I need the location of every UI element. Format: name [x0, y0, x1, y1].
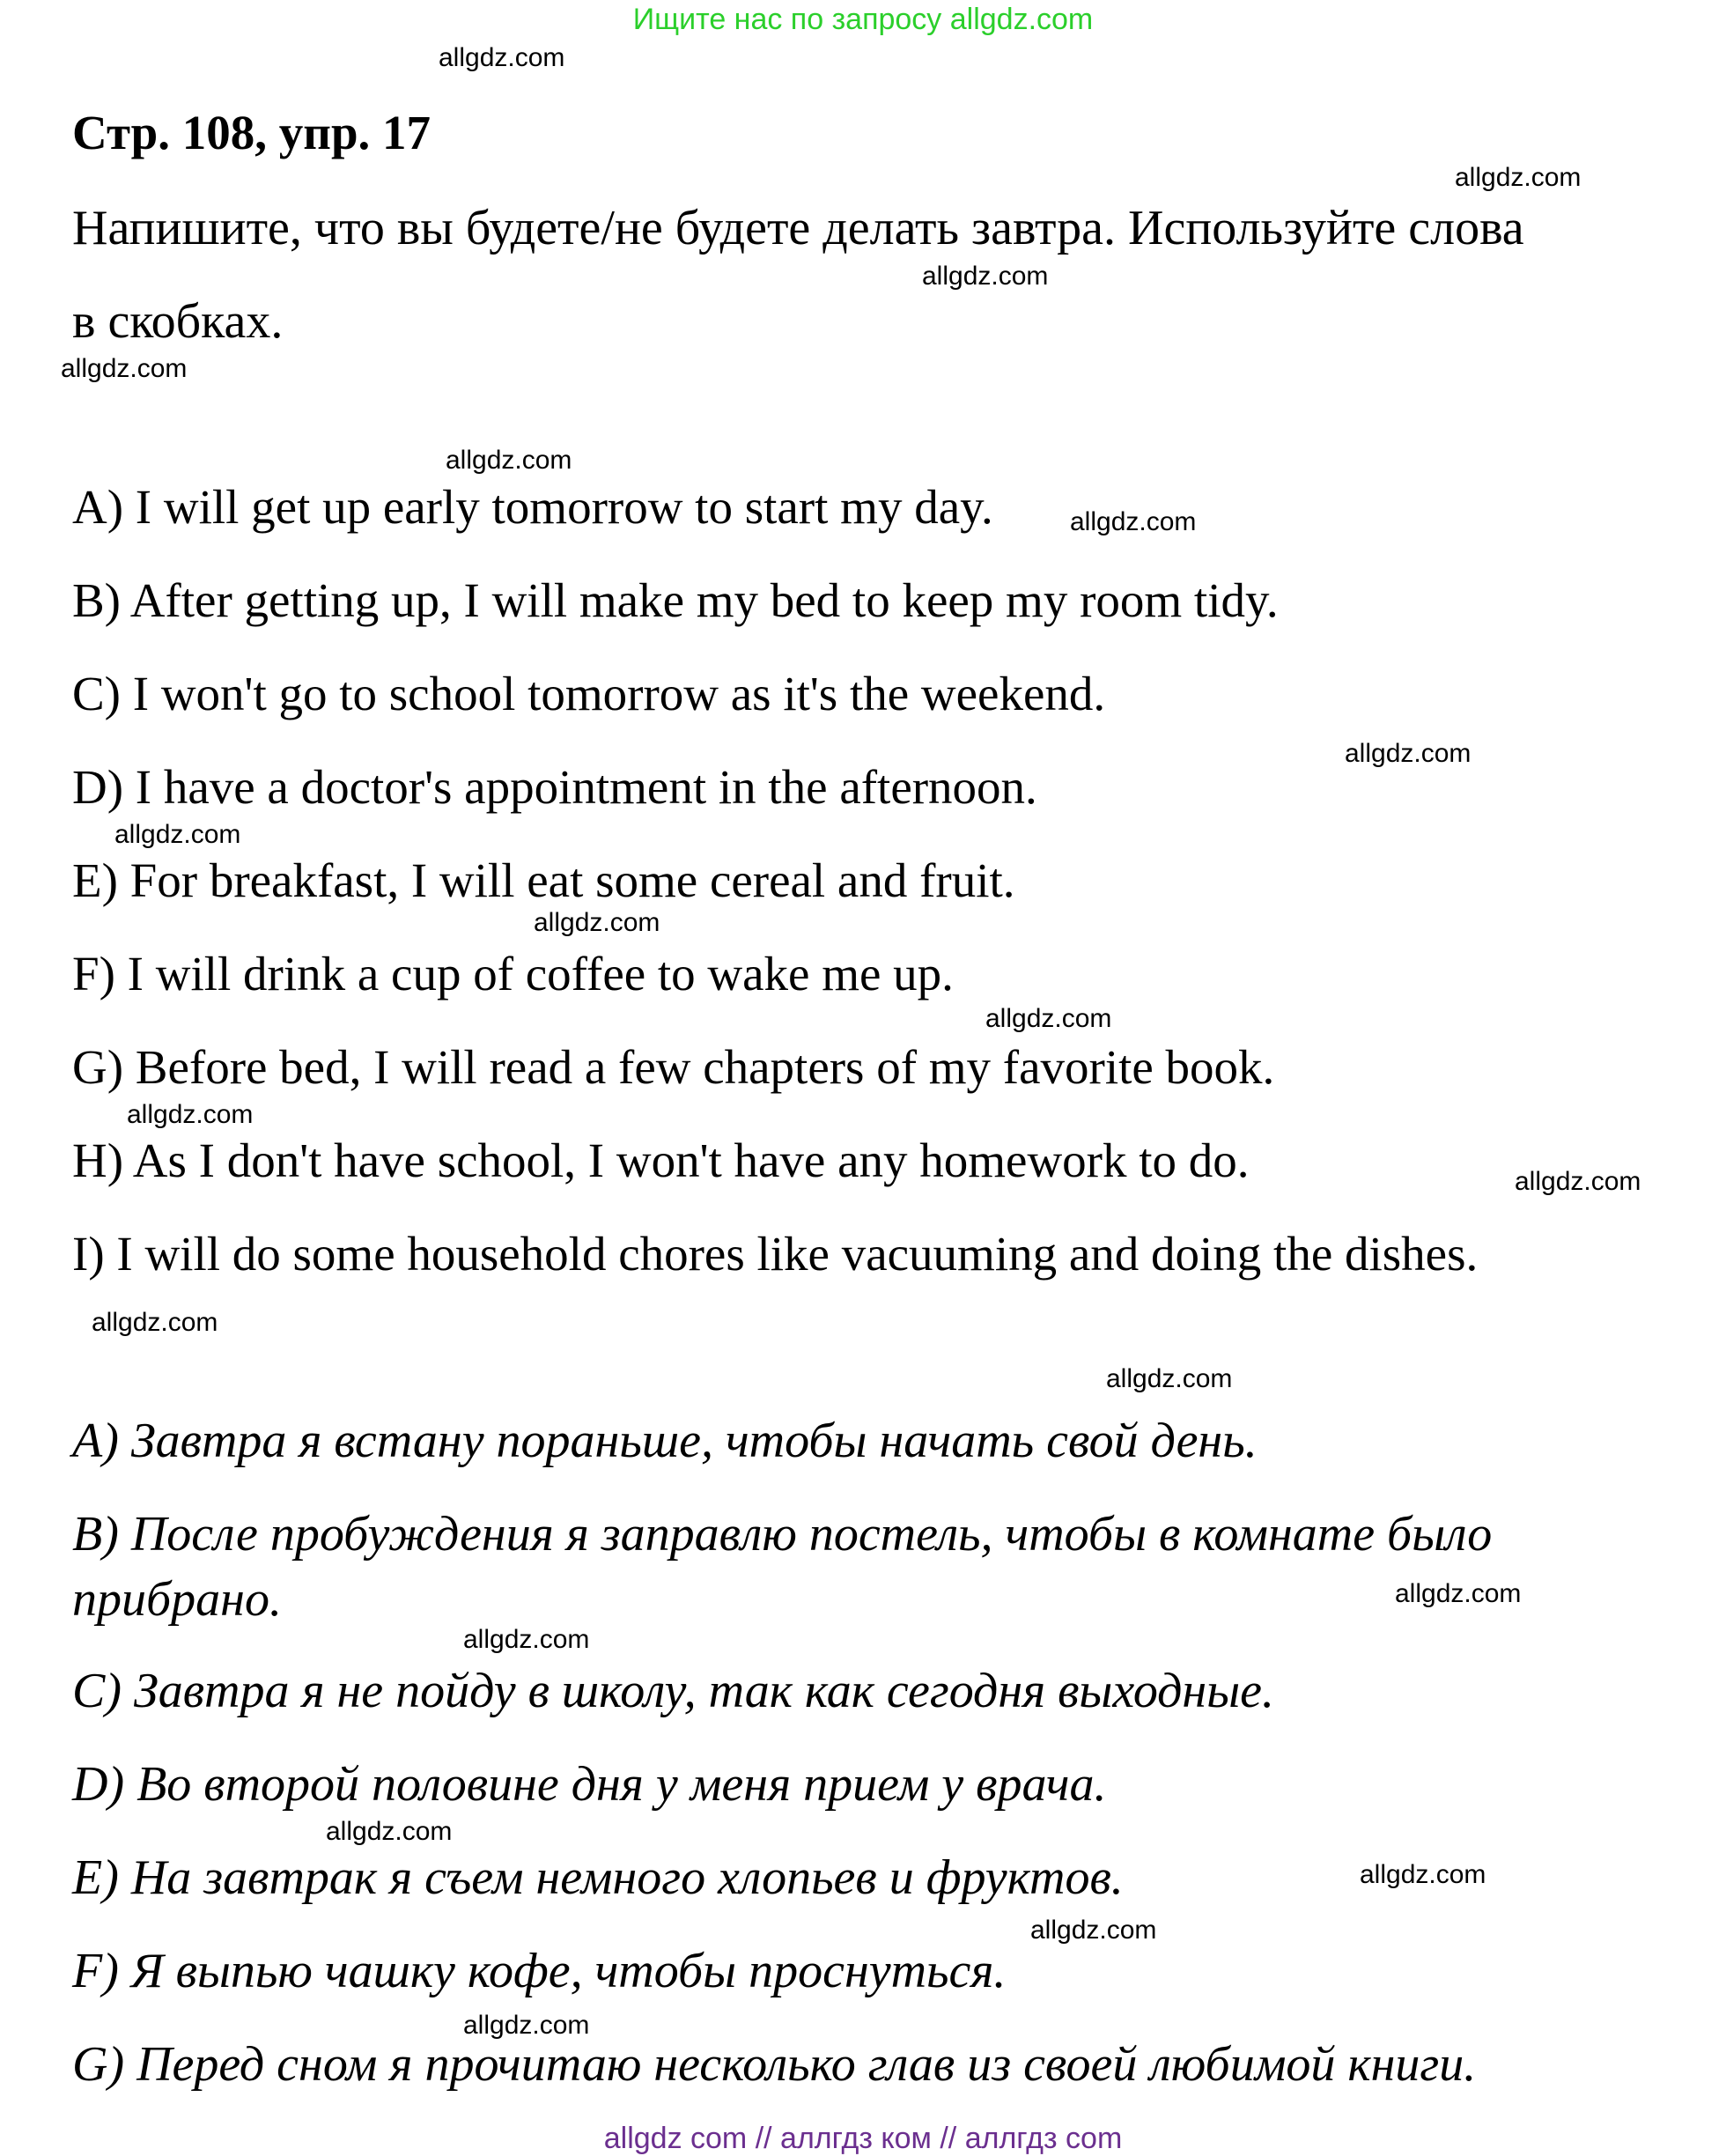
page-title: Стр. 108, упр. 17 — [72, 106, 432, 159]
watermark: allgdz.com — [463, 1625, 590, 1654]
watermark: allgdz.com — [1030, 1916, 1157, 1945]
watermark: allgdz.com — [1345, 739, 1472, 768]
watermark: allgdz.com — [1070, 507, 1197, 536]
answer-ru-a: A) Завтра я встану пораньше, чтобы начать свой день. — [72, 1414, 1258, 1468]
answer-en-g: G) Before bed, I will read a few chapters of my favorite book. — [72, 1040, 1275, 1094]
watermark: allgdz.com — [61, 354, 188, 383]
answer-ru-b: B) После пробуждения я заправлю постель, чтобы в комнате было — [72, 1507, 1493, 1562]
watermark: allgdz.com — [463, 2011, 590, 2040]
answer-en-f: F) I will drink a cup of coffee to wake me up. — [72, 947, 954, 1000]
watermark: allgdz.com — [114, 820, 241, 849]
task-line-2: в скобках. — [72, 294, 284, 349]
answer-en-e: E) For breakfast, I will eat some cereal and fruit. — [72, 853, 1015, 907]
watermark: allgdz.com — [326, 1817, 453, 1846]
answer-en-i: I) I will do some household chores like vacuuming and doing the dishes. — [72, 1227, 1479, 1281]
answer-ru-b-cont: прибрано. — [72, 1572, 282, 1627]
watermark: allgdz.com — [1515, 1167, 1641, 1196]
watermark: allgdz.com — [1455, 163, 1582, 192]
answer-en-c: C) I won't go to school tomorrow as it's the weekend. — [72, 667, 1106, 720]
watermark: allgdz.com — [922, 262, 1049, 291]
answer-ru-f: F) Я выпью чашку кофе, чтобы проснуться. — [72, 1944, 1007, 1998]
watermark: allgdz.com — [439, 43, 565, 72]
answer-ru-g: G) Перед сном я прочитаю несколько глав из своей любимой книги. — [72, 2037, 1477, 2092]
watermark: allgdz.com — [985, 1004, 1112, 1033]
answer-ru-d: D) Во второй половине дня у меня прием у врача. — [72, 1757, 1107, 1812]
watermark: allgdz.com — [534, 908, 660, 937]
answer-en-b: B) After getting up, I will make my bed to keep my room tidy. — [72, 573, 1279, 627]
watermark: allgdz.com — [127, 1100, 254, 1129]
answer-en-d: D) I have a doctor's appointment in the afternoon. — [72, 760, 1037, 814]
watermark: allgdz.com — [92, 1308, 218, 1337]
answer-en-h: H) As I don't have school, I won't have any homework to do. — [72, 1133, 1250, 1187]
watermark: allgdz.com — [1395, 1579, 1522, 1608]
watermark: allgdz.com — [446, 446, 572, 475]
promo-banner[interactable]: Ищите нас по запросу allgdz.com — [632, 3, 1094, 36]
answer-en-a: A) I will get up early tomorrow to start my day. — [72, 480, 993, 534]
watermark: allgdz.com — [1360, 1860, 1486, 1889]
answer-ru-c: C) Завтра я не пойду в школу, так как сегодня выходные. — [72, 1664, 1274, 1718]
footer-links[interactable]: allgdz com // аллгдз ком // аллгдз com — [603, 2122, 1123, 2155]
watermark: allgdz.com — [1106, 1364, 1233, 1393]
answer-ru-e: E) На завтрак я съем немного хлопьев и фруктов. — [72, 1850, 1124, 1905]
task-line-1: Напишите, что вы будете/не будете делать завтра. Используйте слова — [72, 201, 1524, 255]
